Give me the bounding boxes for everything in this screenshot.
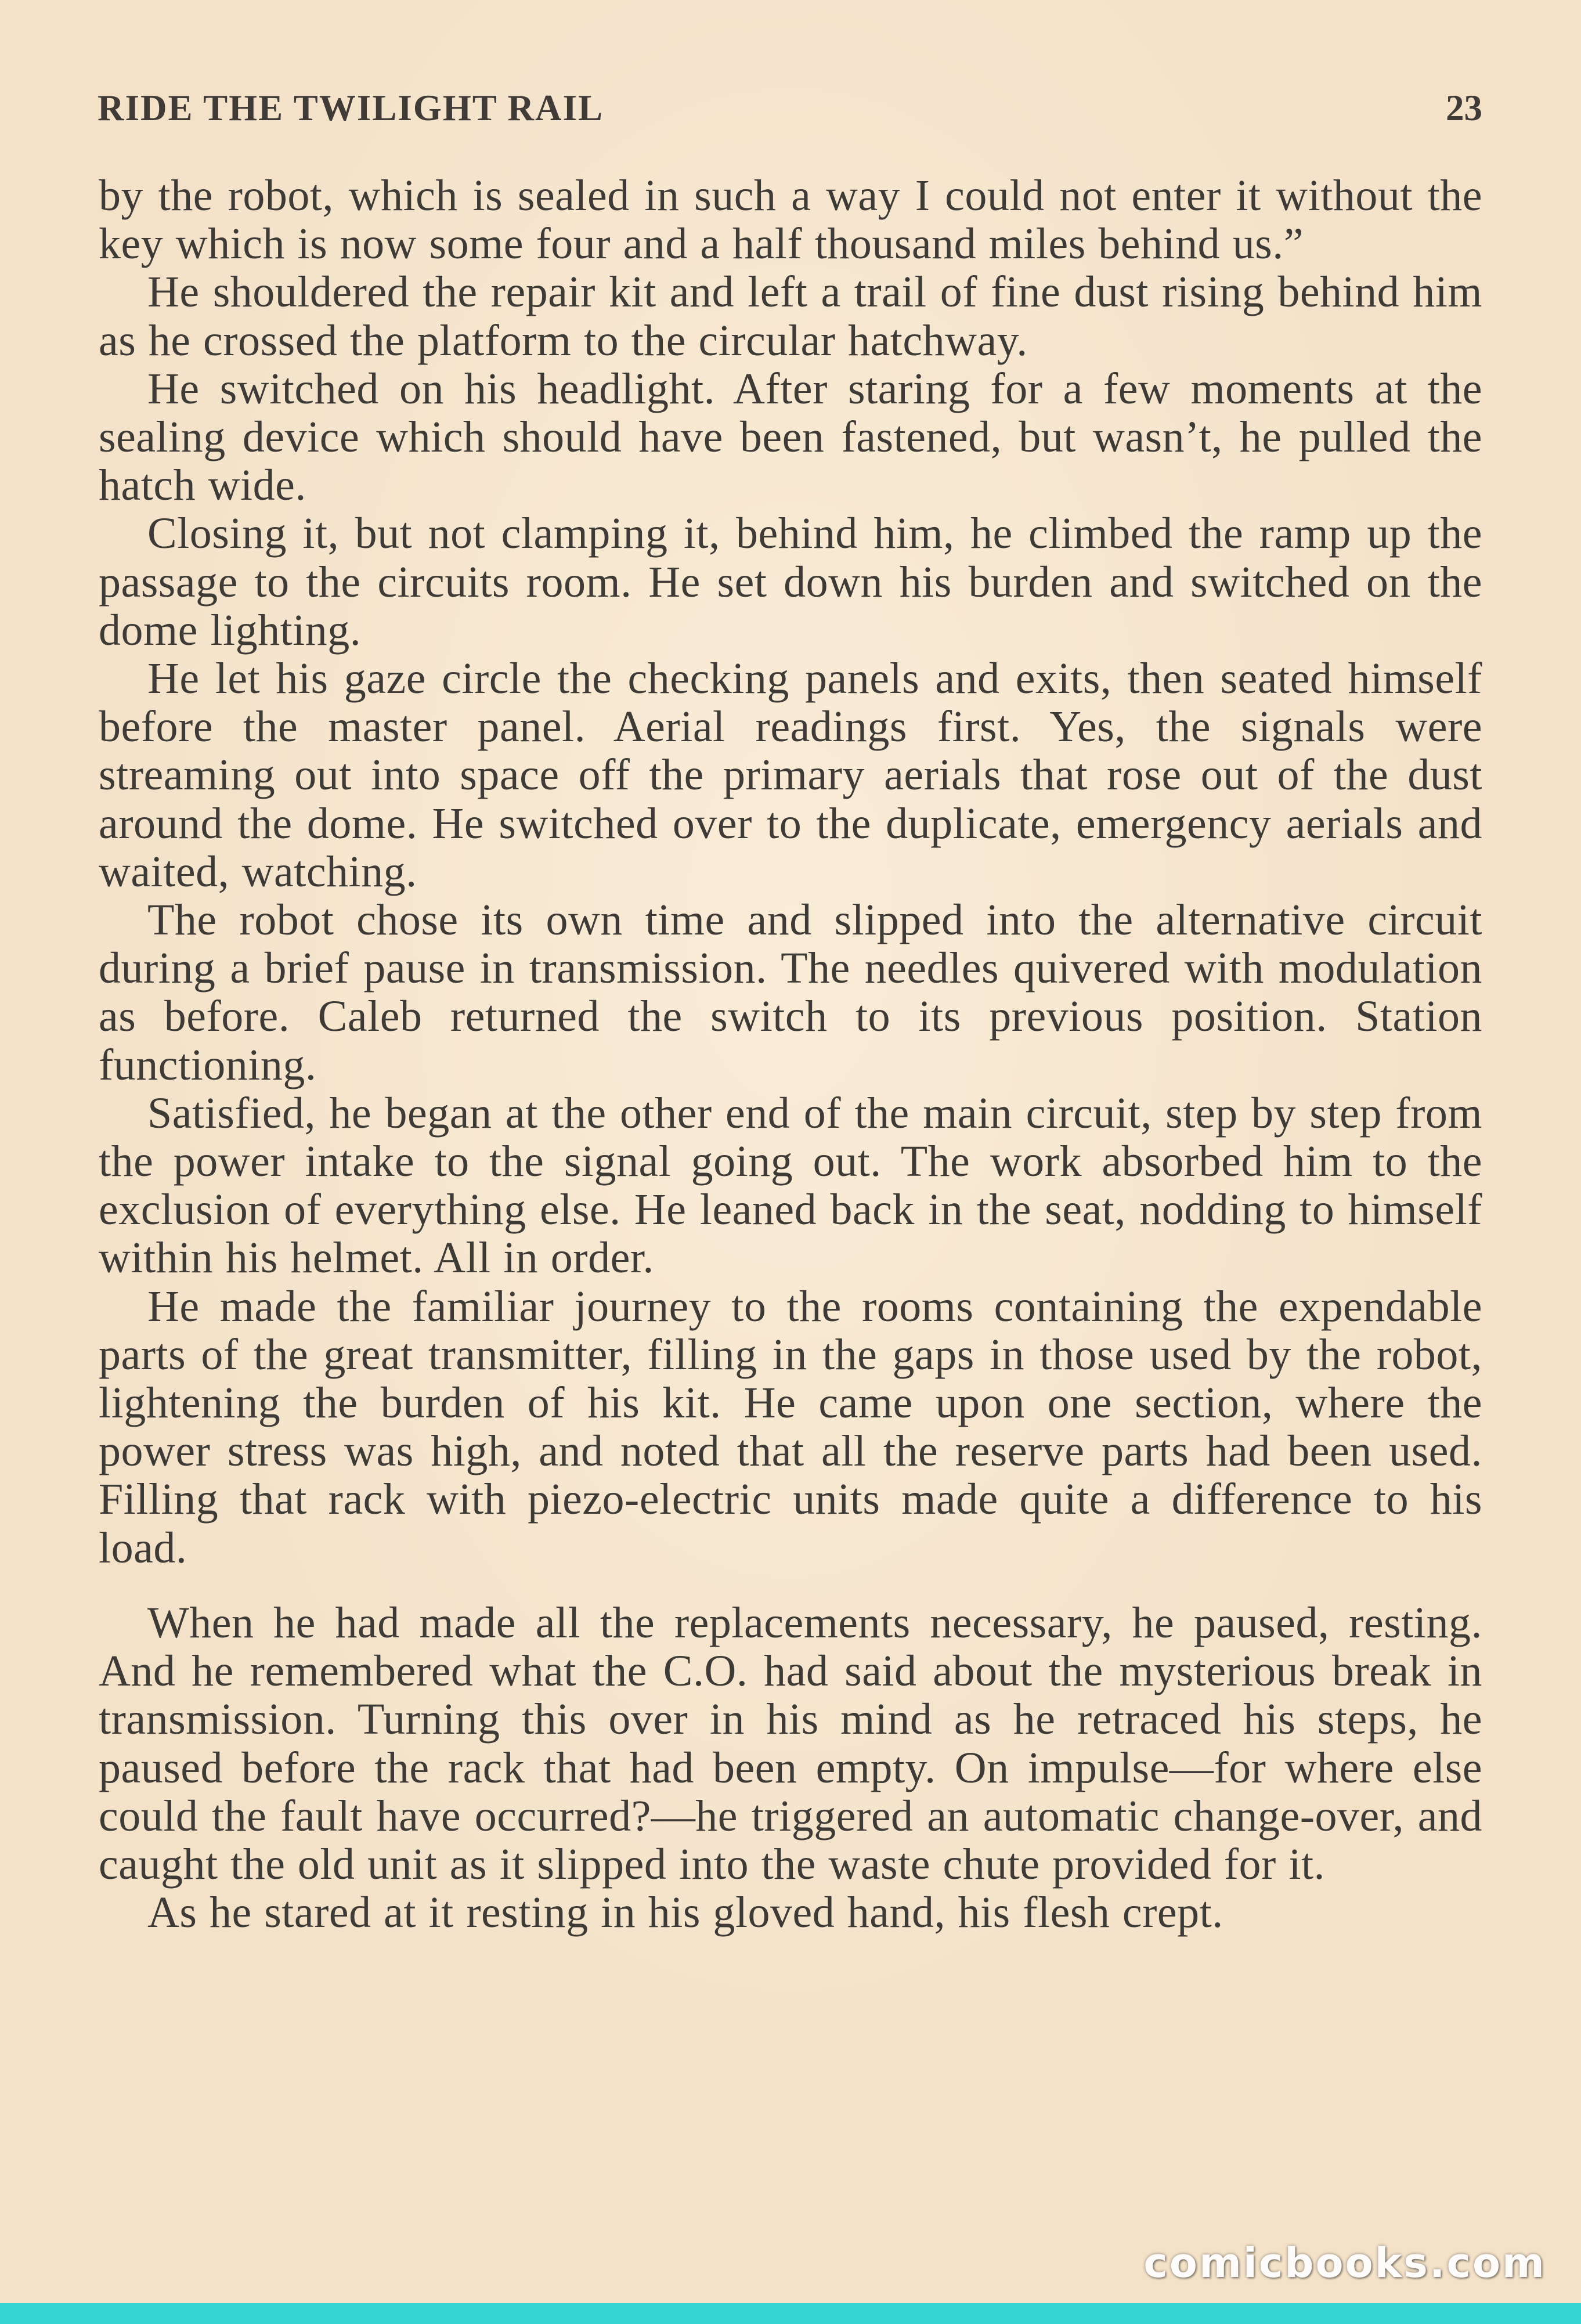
paragraph: He shouldered the repair kit and left a trail of fine dust rising behind him as he crossed the platform to the circular hatchway. <box>99 268 1482 365</box>
paragraph: He let his gaze circle the checking panels and exits, then seated himself before the master panel. Aerial readings first. Yes, the signals were streaming out into space off the primary aerials that rose out of the dust around the dome. He switched over to the duplicate, emergency aerials and waited, watching. <box>99 654 1482 896</box>
paragraph: He switched on his headlight. After staring for a few moments at the sealing device which should have been fastened, but wasn’t, he pulled the hatch wide. <box>99 364 1482 510</box>
paragraph: Satisfied, he began at the other end of the main circuit, step by step from the power intake to the signal going out. The work absorbed him to the exclusion of everything else. He leaned back in the seat, nodding to himself within his helmet. All in order. <box>99 1088 1482 1283</box>
paragraph: When he had made all the replacements necessary, he paused, resting. And he remembered what the C.O. had said about the mysterious break in transmission. Turning this over in his mind as he retraced his steps, he paused before the rack that had been empty. On impulse—for where else could the fault have occurred?—he triggered an automatic change-over, and caught the old unit as it slipped into the waste chute provided for it. <box>99 1598 1482 1889</box>
site-watermark: comicbooks.com <box>1143 2239 1546 2287</box>
paragraph: He made the familiar journey to the rooms containing the expendable parts of the great transmitter, filling in the gaps in those used by the robot, lightening the burden of his kit. He came upon one section, where the power stress was high, and noted that all the reserve parts had been used. Filling that rack with piezo-electric units made quite a difference to his load. <box>99 1282 1482 1572</box>
paragraph: Closing it, but not clamping it, behind him, he climbed the ramp up the passage to the circuits room. He set down his burden and switched on the dome lighting. <box>99 509 1482 655</box>
paragraph: The robot chose its own time and slipped into the alternative circuit during a brief pause in transmission. The needles quivered with modulation as before. Caleb returned the switch to its previous position. Station functioning. <box>99 896 1482 1089</box>
bottom-accent-bar <box>0 2303 1581 2324</box>
body-text <box>99 172 1482 1937</box>
paragraph-continued: by the robot, which is sealed in such a way I could not enter it without the key which is now some four and a half thousand miles behind us.” <box>99 171 1482 269</box>
page-number: 23 <box>1446 88 1482 128</box>
paragraph: As he stared at it resting in his gloved hand, his flesh crept. <box>147 1888 1223 1937</box>
page-header <box>98 87 1482 145</box>
running-head: RIDE THE TWILIGHT RAIL <box>98 88 604 128</box>
